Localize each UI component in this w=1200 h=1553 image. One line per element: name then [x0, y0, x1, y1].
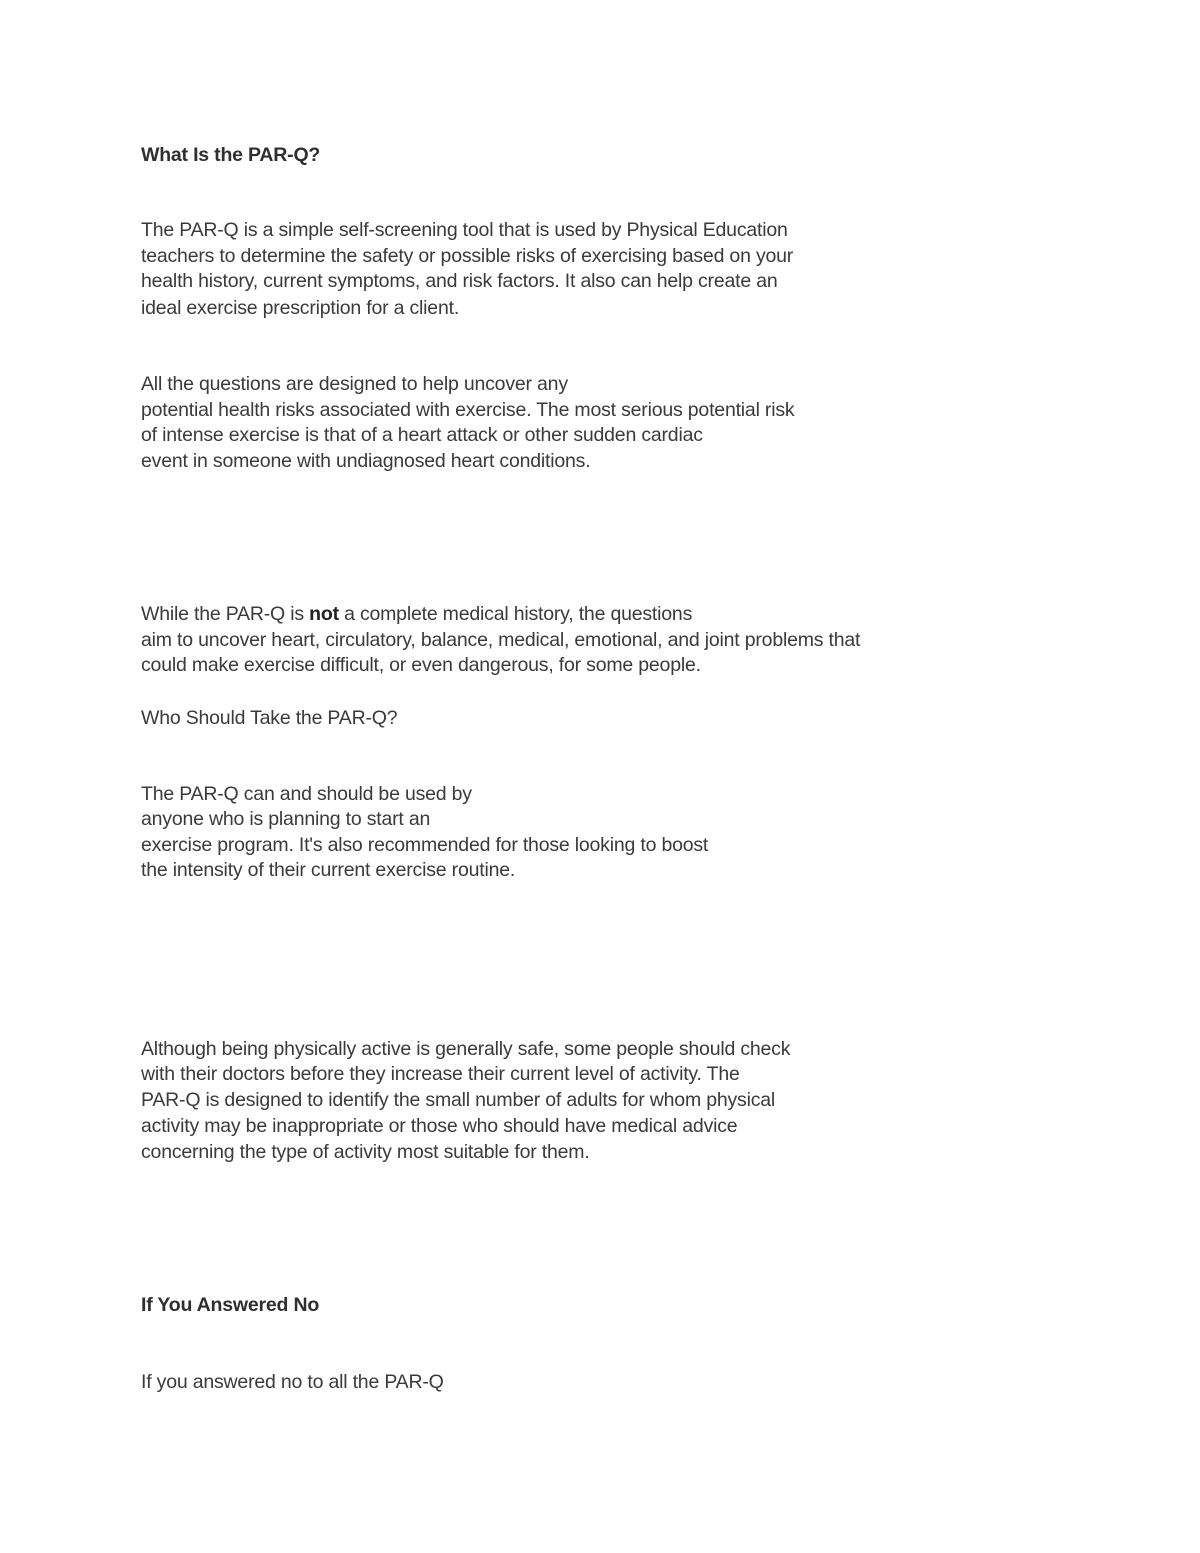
text-run: a complete medical history, the questions	[338, 603, 693, 625]
paragraph-line: exercise program. It's also recommended for those looking to boost	[141, 834, 709, 856]
paragraph-line	[141, 601, 692, 627]
paragraph-line: the intensity of their current exercise routine.	[141, 859, 516, 881]
paragraph-line: PAR-Q is designed to identify the small number of adults for whom physical	[141, 1089, 776, 1111]
paragraph-line: activity may be inappropriate or those who should have medical advice	[141, 1115, 738, 1137]
paragraph-line: Although being physically active is generally safe, some people should check	[141, 1038, 791, 1060]
paragraph-line: anyone who is planning to start an	[141, 808, 431, 830]
paragraph-line: could make exercise difficult, or even dangerous, for some people.	[141, 654, 701, 676]
paragraph-line: The PAR-Q can and should be used by	[141, 783, 472, 805]
paragraph-line: The PAR-Q is a simple self-screening tool that is used by Physical Education	[141, 219, 788, 241]
paragraph-line: All the questions are designed to help uncover any	[141, 373, 568, 395]
paragraph-line: event in someone with undiagnosed heart conditions.	[141, 450, 591, 472]
paragraph-line: concerning the type of activity most suitable for them.	[141, 1141, 590, 1163]
paragraph-line: with their doctors before they increase their current level of activity. The	[141, 1063, 740, 1085]
paragraph-line: of intense exercise is that of a heart attack or other sudden cardiac	[141, 424, 703, 446]
paragraph-line: ideal exercise prescription for a client.	[141, 297, 460, 319]
paragraph-line: health history, current symptoms, and risk factors. It also can help create an	[141, 270, 778, 292]
paragraph-line: aim to uncover heart, circulatory, balance, medical, emotional, and joint problems that	[141, 629, 861, 651]
section-heading-who-should-take: Who Should Take the PAR-Q?	[141, 707, 398, 729]
section-heading-if-you-answered-no: If You Answered No	[141, 1294, 320, 1316]
paragraph-answered-no: If you answered no to all the PAR-Q	[141, 1371, 444, 1393]
paragraph-line: teachers to determine the safety or possible risks of exercising based on your	[141, 245, 794, 267]
text-run: While the PAR-Q is	[141, 603, 310, 625]
section-heading-what-is-parq: What Is the PAR-Q?	[141, 144, 321, 166]
paragraph-line: potential health risks associated with exercise. The most serious potential risk	[141, 399, 795, 421]
emphasis-not: not	[309, 603, 339, 625]
